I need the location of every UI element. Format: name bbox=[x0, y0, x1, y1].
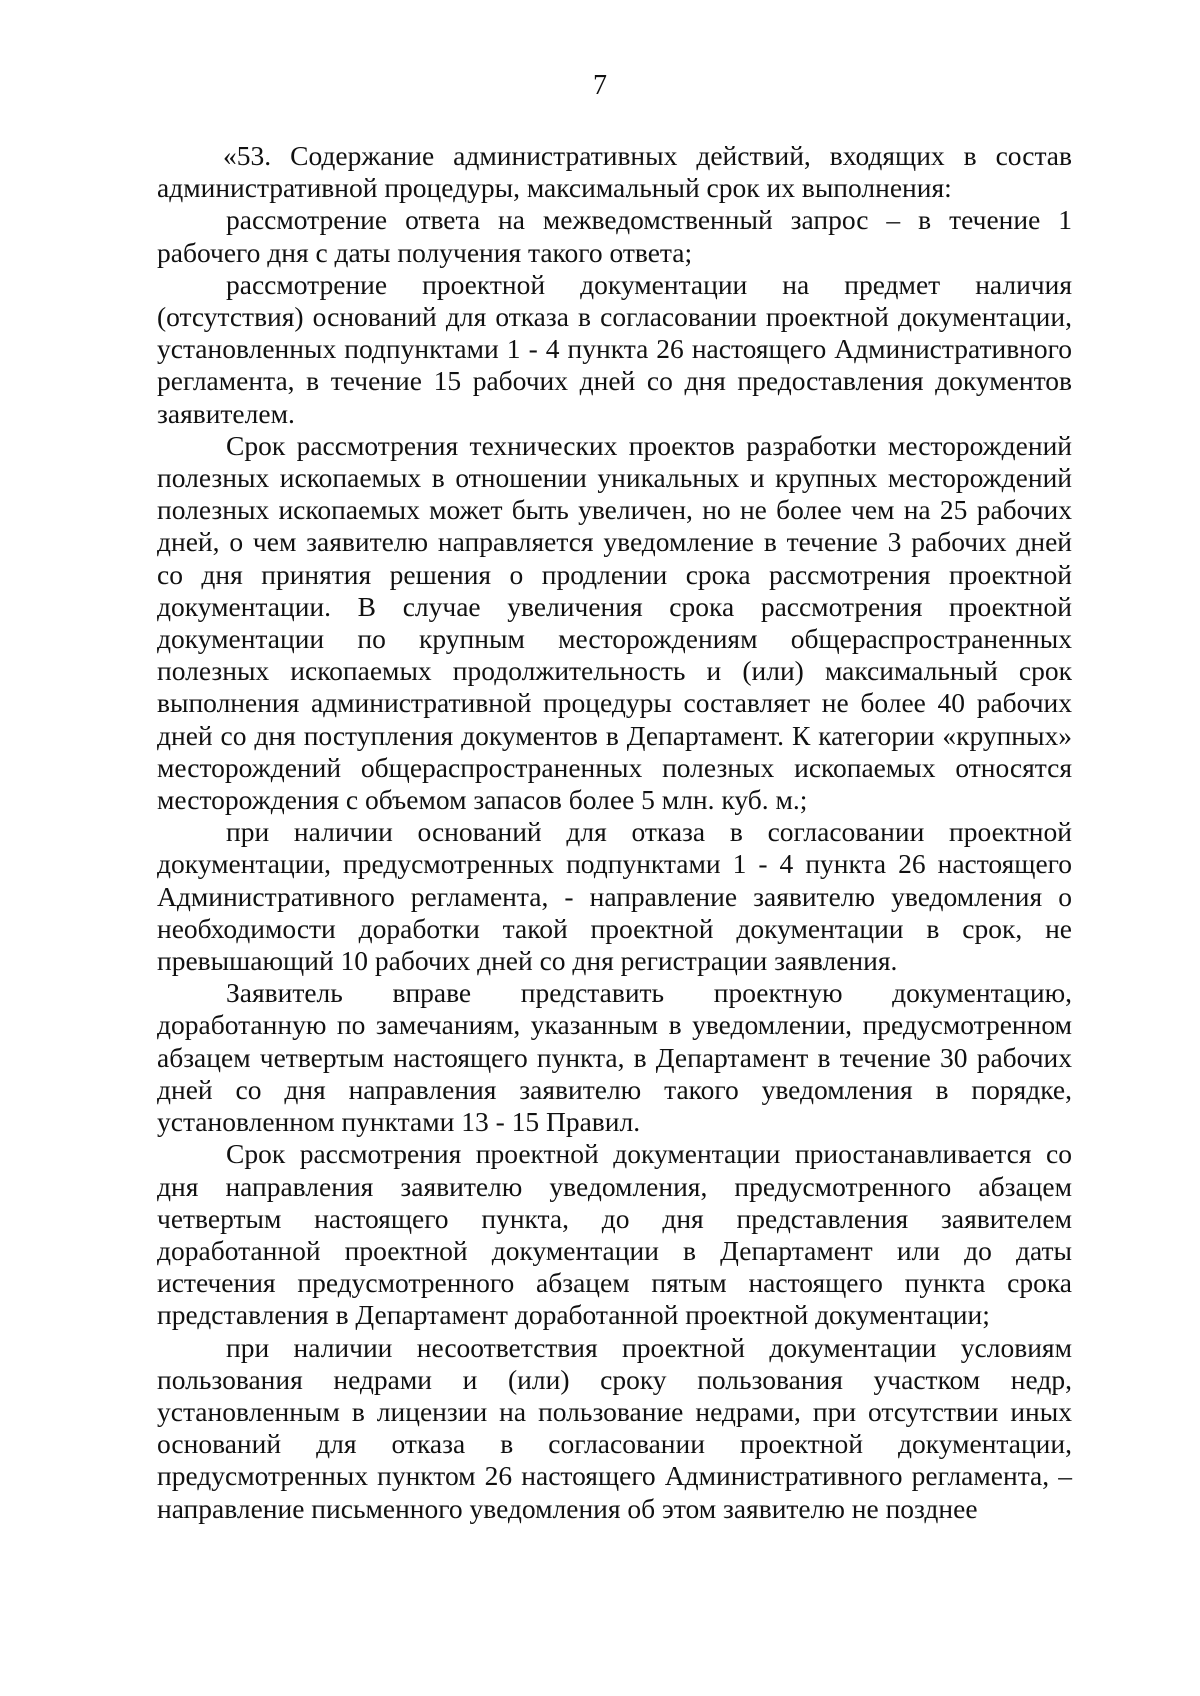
paragraph-license-mismatch: при наличии несоответствия проектной документации условиям пользования недрами и (или) сроку пользования участком недр, установленным в лицензии на пользование недрами, при отсутствии иных оснований для отказа в согласовании проектной документации, предусмотренных пунктом 26 настоящего Административного регламента, – направление письменного уведомления об этом заявителю не позднее bbox=[157, 1331, 1072, 1524]
page-number: 7 bbox=[593, 70, 607, 101]
paragraph-refusal-grounds: при наличии оснований для отказа в согласовании проектной документации, предусмотренных подпунктами 1 - 4 пункта 26 настоящего Административного регламента, - направление заявителю уведомления о необходимости доработки такой проектной документации в срок, не превышающий 10 рабочих дней со дня регистрации заявления. bbox=[157, 816, 1072, 977]
paragraph-53-intro: «53. Содержание административных действий, входящих в состав административной процедуры, максимальный срок их выполнения: bbox=[157, 140, 1072, 204]
paragraph-applicant-right: Заявитель вправе представить проектную документацию, доработанную по замечаниям, указанным в уведомлении, предусмотренном абзацем четвертым настоящего пункта, в Департамент в течение 30 рабочих дней со дня направления заявителю такого уведомления в порядке, установленном пунктами 13 - 15 Правил. bbox=[157, 977, 1072, 1138]
paragraph-term-suspension: Срок рассмотрения проектной документации приостанавливается со дня направления заявителю уведомления, предусмотренного абзацем четвертым настоящего пункта, до дня представления заявителем доработанной проектной документации в Департамент или до даты истечения предусмотренного абзацем пятым настоящего пункта срока представления в Департамент доработанной проектной документации; bbox=[157, 1138, 1072, 1331]
document-body bbox=[157, 140, 1072, 1525]
paragraph-interagency-request: рассмотрение ответа на межведомственный запрос – в течение 1 рабочего дня с даты получения такого ответа; bbox=[157, 204, 1072, 268]
paragraph-review-term: Срок рассмотрения технических проектов разработки месторождений полезных ископаемых в отношении уникальных и крупных месторождений полезных ископаемых может быть увеличен, но не более чем на 25 рабочих дней, о чем заявителю направляется уведомление в течение 3 рабочих дней со дня принятия решения о продлении срока рассмотрения проектной документации. В случае увеличения срока рассмотрения проектной документации по крупным месторождениям общераспространенных полезных ископаемых продолжительность и (или) максимальный срок выполнения административной процедуры составляет не более 40 рабочих дней со дня поступления документов в Департамент. К категории «крупных» месторождений общераспространенных полезных ископаемых относятся месторождения с объемом запасов более 5 млн. куб. м.; bbox=[157, 429, 1072, 816]
paragraph-review-documentation: рассмотрение проектной документации на предмет наличия (отсутствия) оснований для отказа в согласовании проектной документации, установленных подпунктами 1 - 4 пункта 26 настоящего Административного регламента, в течение 15 рабочих дней со дня предоставления документов заявителем. bbox=[157, 268, 1072, 429]
